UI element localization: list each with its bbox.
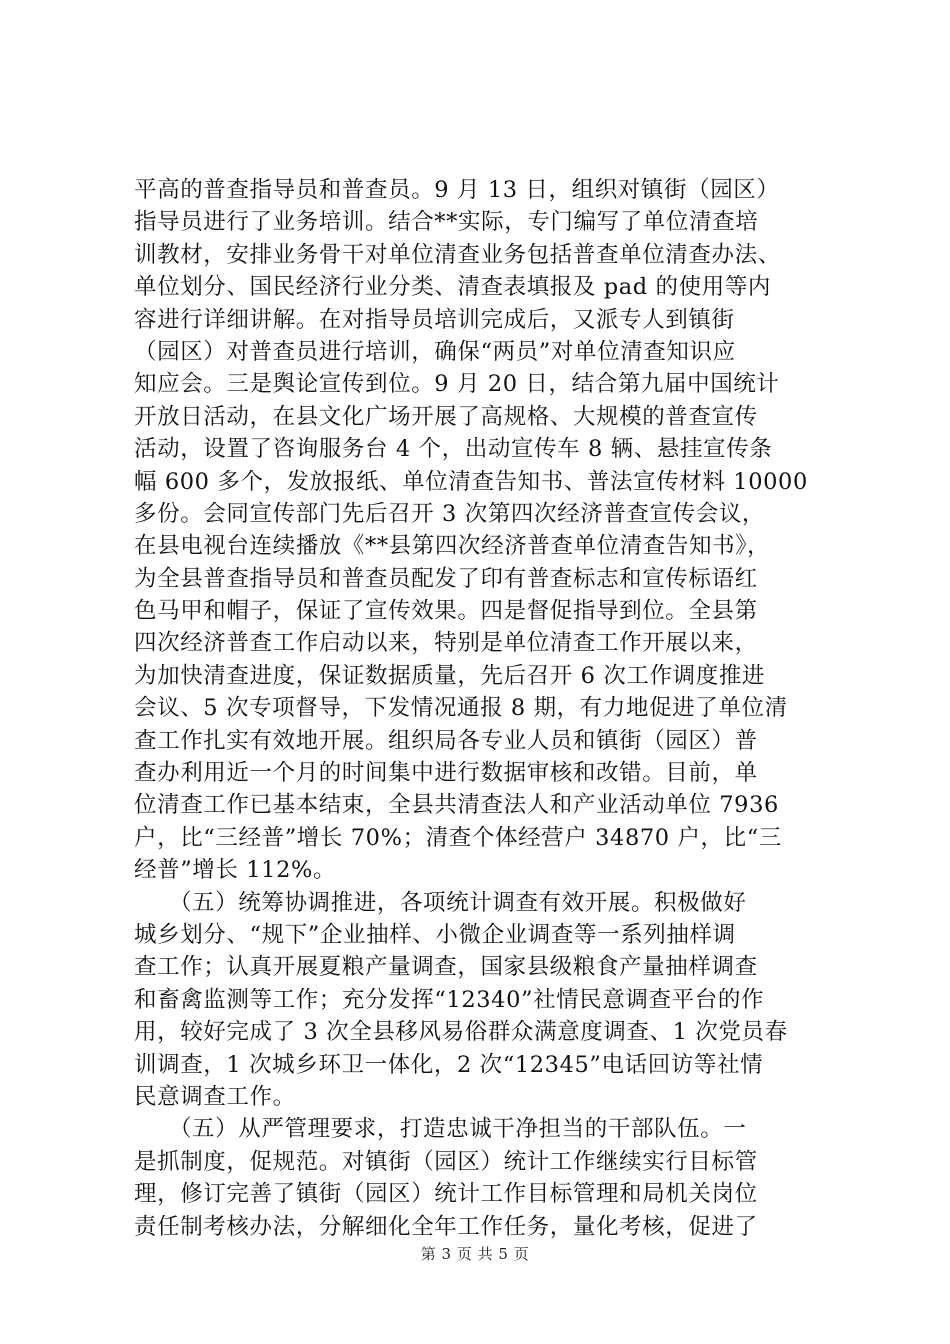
- text-line: 为全县普查指导员和普查员配发了印有普查标志和宣传标语红: [134, 565, 758, 592]
- text-line: 为加快清查进度，保证数据质量，先后召开 6 次工作调度推进: [134, 662, 766, 689]
- text-line: 理，修订完善了镇街（园区）统计工作目标管理和局机关岗位: [134, 1181, 758, 1208]
- text-line: 查工作扎实有效地开展。组织局各专业人员和镇街（园区）普: [134, 727, 758, 754]
- text-line: 多份。会同宣传部门先后召开 3 次第四次经济普查宣传会议，: [134, 500, 766, 527]
- text-line: 开放日活动，在县文化广场开展了高规格、大规模的普查宣传: [134, 403, 758, 430]
- text-line: 查办利用近一个月的时间集中进行数据审核和改错。目前，单: [134, 760, 758, 787]
- text-line: 指导员进行了业务培训。结合**实际，专门编写了单位清查培: [134, 209, 759, 236]
- text-line: 平高的普查指导员和普查员。9 月 13 日，组织对镇街（园区）: [134, 177, 780, 203]
- text-line: 位清查工作已基本结束，全县共清查法人和产业活动单位 7936: [134, 792, 779, 819]
- text-line: 是抓制度，促规范。对镇街（园区）统计工作继续实行目标管: [134, 1148, 758, 1175]
- text-line: 训教材，安排业务骨干对单位清查业务包括普查单位清查办法、: [134, 241, 781, 268]
- text-line: 责任制考核办法，分解细化全年工作任务，量化考核，促进了: [134, 1213, 758, 1240]
- text-line: 户，比“三经普”增长 70%；清查个体经营户 34870 户，比“三: [134, 824, 782, 851]
- text-line: 容进行详细讲解。在对指导员培训完成后，又派专人到镇街: [134, 306, 735, 333]
- text-line: 用，较好完成了 3 次全县移风易俗群众满意度调查、1 次党员春: [134, 1019, 788, 1046]
- text-line: （五）统筹协调推进，各项统计调查有效开展。积极做好: [134, 889, 747, 916]
- text-line: （园区）对普查员进行培训，确保“两员”对单位清查知识应: [134, 338, 736, 365]
- page-footer: 第 3 页 共 5 页: [420, 1245, 530, 1263]
- text-line: 单位划分、国民经济行业分类、清查表填报及 pad 的使用等内: [134, 274, 772, 301]
- text-line: 会议、5 次专项督导，下发情况通报 8 期，有力地促进了单位清: [134, 695, 788, 722]
- text-line: 知应会。三是舆论宣传到位。9 月 20 日，结合第九届中国统计: [134, 371, 780, 398]
- body-text: [134, 174, 834, 1243]
- text-line: 幅 600 多个，发放报纸、单位清查告知书、普法宣传材料 10000: [134, 468, 808, 495]
- text-line: 活动，设置了咨询服务台 4 个，出动宣传车 8 辆、悬挂宣传条: [134, 436, 773, 463]
- text-line: 和畜禽监测等工作；充分发挥“12340”社情民意调查平台的作: [134, 986, 765, 1013]
- text-line: 训调查，1 次城乡环卫一体化，2 次“12345”电话回访等社情: [134, 1051, 764, 1078]
- text-line: 在县电视台连续播放《**县第四次经济普查单位清查告知书》，: [134, 533, 771, 560]
- text-line: 色马甲和帽子，保证了宣传效果。四是督促指导到位。全县第: [134, 598, 758, 625]
- text-line: 查工作；认真开展夏粮产量调查，国家县级粮食产量抽样调查: [134, 954, 758, 981]
- text-line: 经普”增长 112%。: [134, 857, 337, 884]
- text-line: 城乡划分、“规下”企业抽样、小微企业调查等一系列抽样调: [134, 921, 736, 948]
- text-line: 民意调查工作。: [134, 1083, 296, 1110]
- text-line: 四次经济普查工作启动以来，特别是单位清查工作开展以来，: [134, 630, 758, 657]
- text-line: （五）从严管理要求，打造忠诚干净担当的干部队伍。一: [134, 1116, 747, 1143]
